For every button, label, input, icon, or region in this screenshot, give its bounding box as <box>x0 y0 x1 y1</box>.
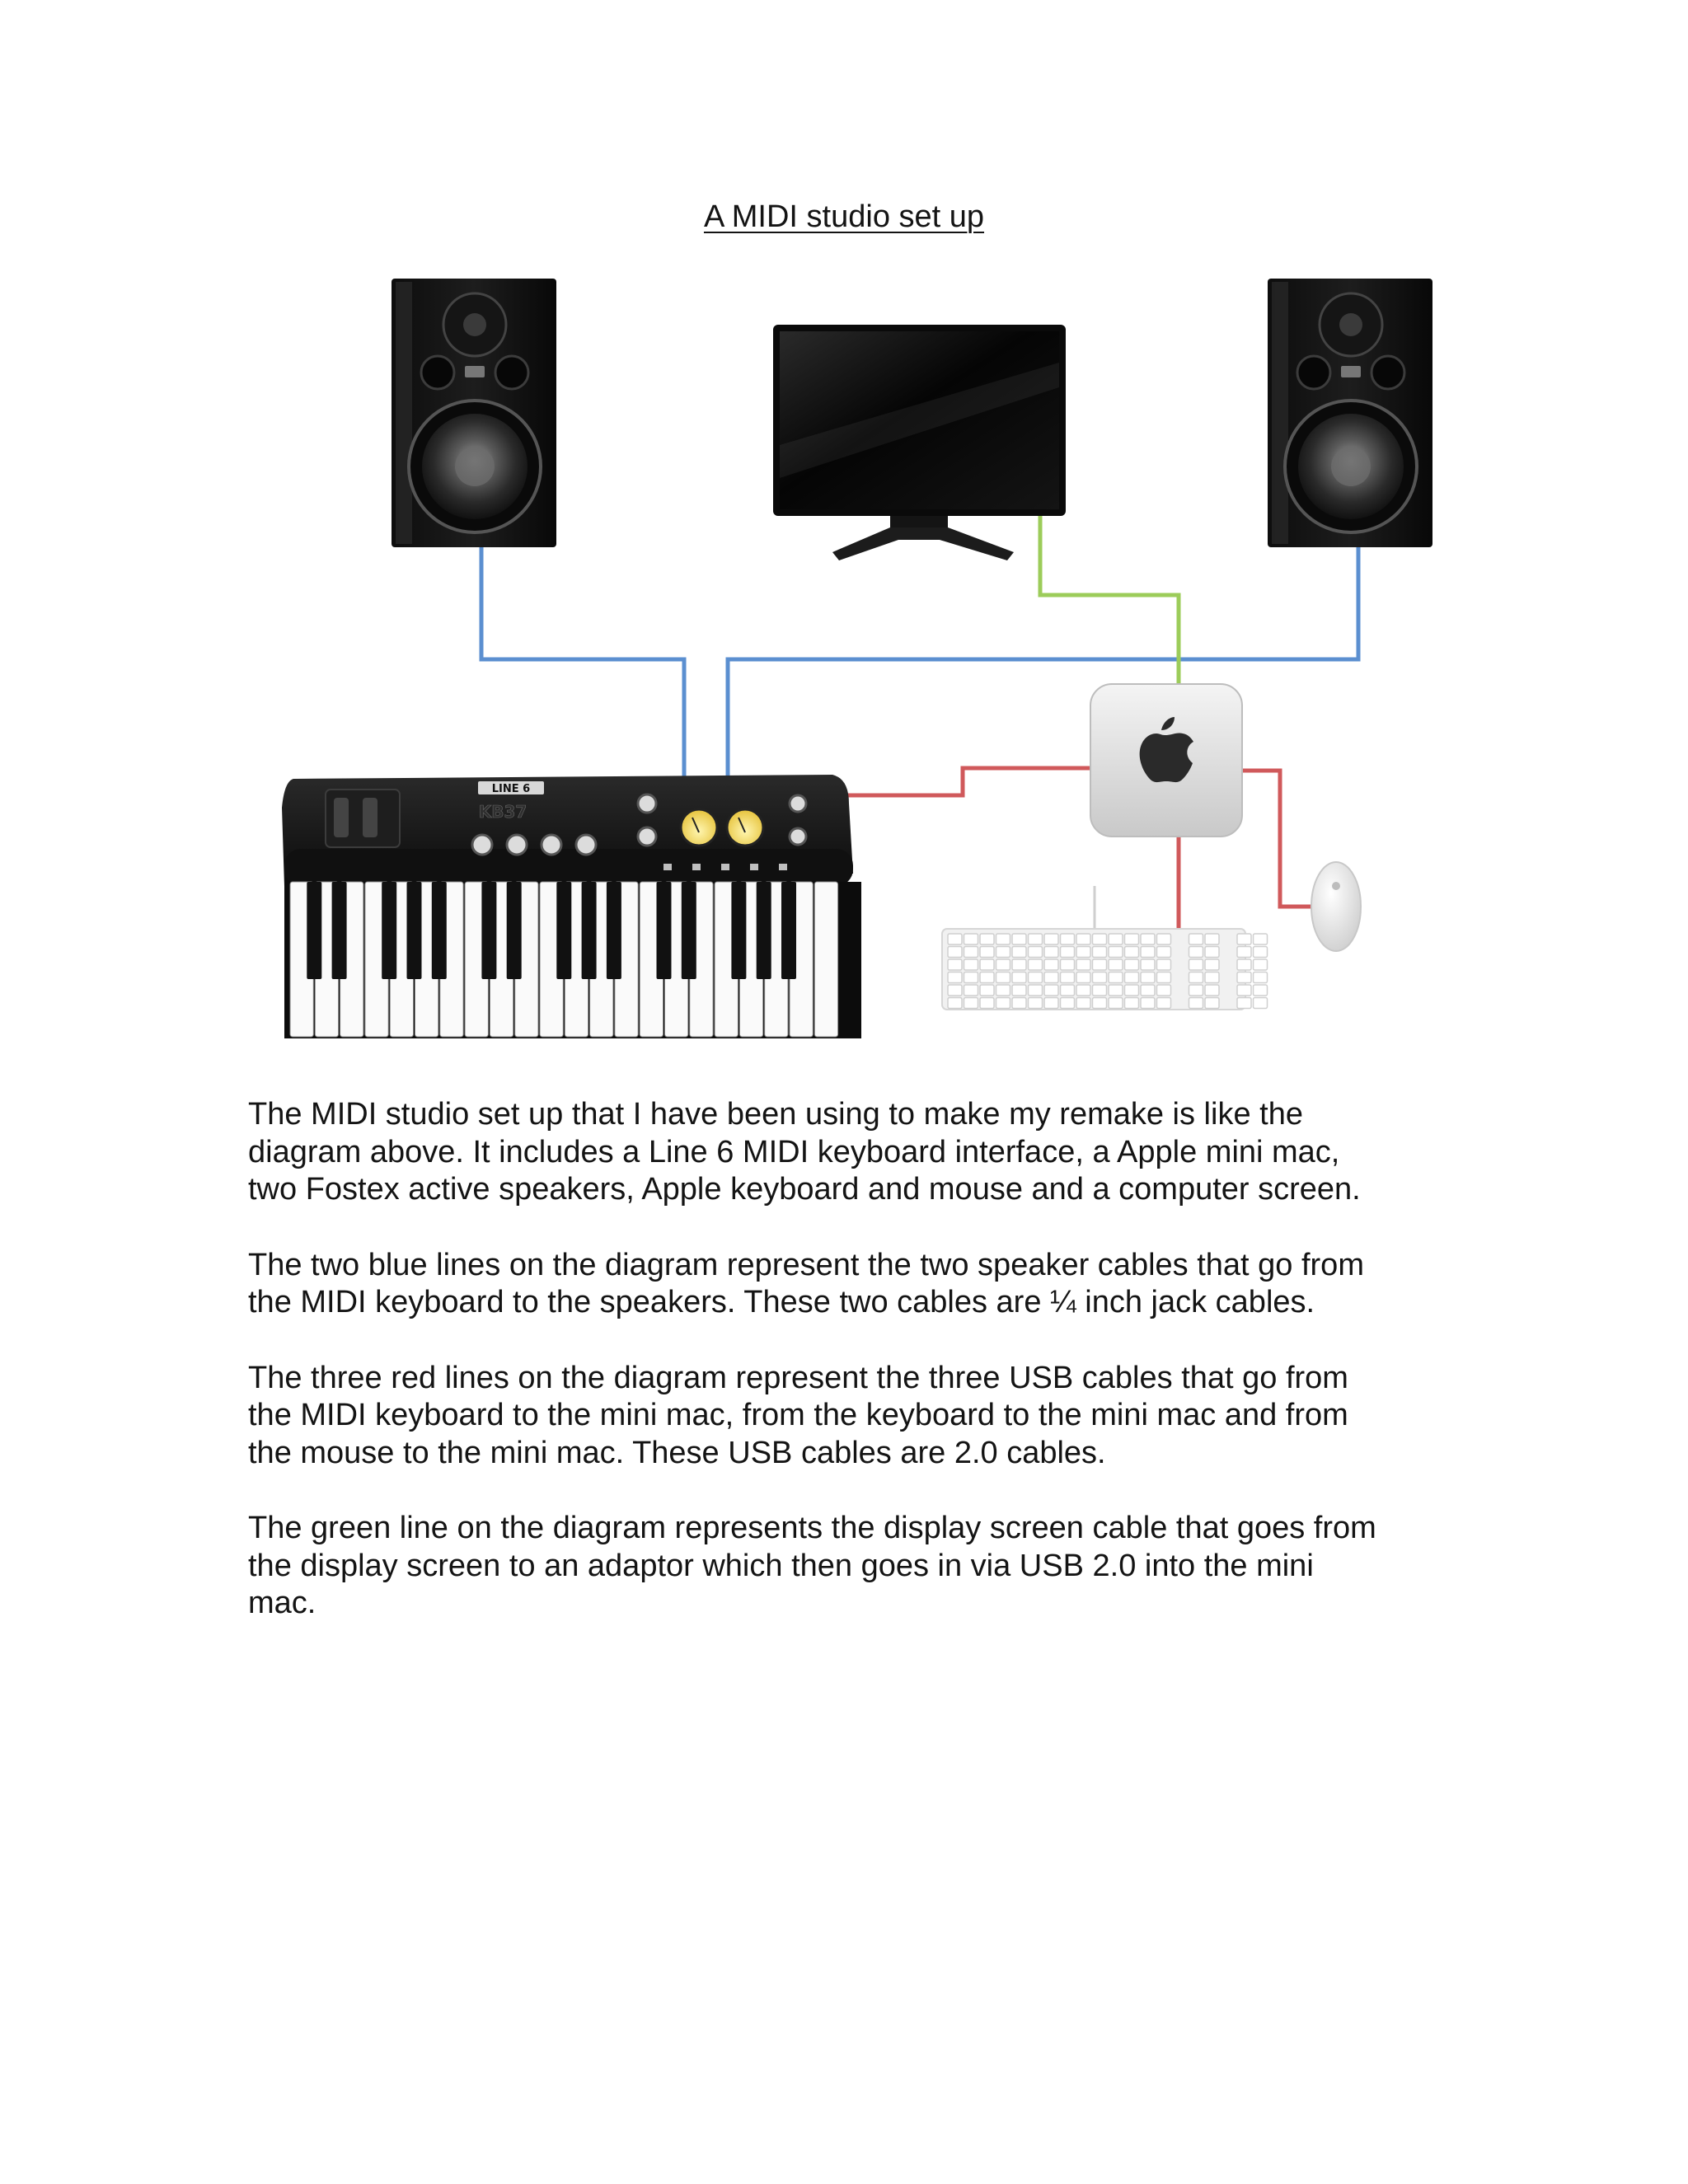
keyboard-key <box>1029 934 1043 944</box>
keyboard-key <box>1012 985 1026 996</box>
left-speaker-cable <box>481 546 684 779</box>
keyboard-key <box>948 959 962 970</box>
keyboard-key <box>996 985 1010 996</box>
keyboard-key <box>1189 947 1203 958</box>
piano-black-key <box>507 882 522 979</box>
piano-black-key <box>382 882 396 979</box>
keyboard-key <box>996 947 1010 958</box>
keyboard-key <box>1237 934 1251 944</box>
piano-black-key <box>307 882 321 979</box>
keyboard-key <box>1076 972 1090 983</box>
keyboard-key <box>1012 947 1026 958</box>
keyboard-key <box>964 972 978 983</box>
keyboard-key <box>996 972 1010 983</box>
keyboard-key <box>964 985 978 996</box>
keyboard-key <box>1012 972 1026 983</box>
keyboard-key <box>1237 985 1251 996</box>
apple-keyboard <box>942 886 1268 1010</box>
keyboard-key <box>1254 972 1268 983</box>
keyboard-key <box>1189 959 1203 970</box>
keyboard-key <box>1109 959 1123 970</box>
keyboard-key <box>964 998 978 1009</box>
keyboard-model-label: KB37 <box>478 802 528 822</box>
keyboard-key <box>980 934 994 944</box>
keyboard-key <box>1076 998 1090 1009</box>
keyboard-key <box>1109 998 1123 1009</box>
keyboard-brand-label: LINE 6 <box>491 783 531 795</box>
piano-black-key <box>332 882 347 979</box>
keyboard-key <box>980 959 994 970</box>
keyboard-key <box>1061 934 1075 944</box>
keyboard-key <box>980 947 994 958</box>
keyboard-key <box>996 959 1010 970</box>
keyboard-key <box>1125 972 1139 983</box>
paragraph-green-line: The green line on the diagram represents the display screen cable that goes from the display screen to an adaptor which then goes in via USB 2.0 into the mini mac. <box>248 1511 1376 1620</box>
keyboard-key <box>1237 972 1251 983</box>
piano-white-key <box>814 882 837 1037</box>
keyboard-key <box>1157 985 1171 996</box>
keyboard-key <box>1061 985 1075 996</box>
keyboard-key <box>1141 959 1155 970</box>
piano-black-key <box>481 882 496 979</box>
keyboard-key <box>1237 998 1251 1009</box>
keyboard-key <box>1254 947 1268 958</box>
paragraph-blue-lines: The two blue lines on the diagram represent the two speaker cables that go from the MIDI keyboard to the speakers. These two cables are ¼ inch jack cables. <box>248 1247 1364 1319</box>
keyboard-key <box>996 934 1010 944</box>
keyboard-key <box>1012 998 1026 1009</box>
right-speaker <box>1268 279 1432 547</box>
keyboard-key <box>1141 972 1155 983</box>
keyboard-key <box>1157 947 1171 958</box>
keyboard-key <box>1093 947 1107 958</box>
studio-setup-diagram <box>0 0 1688 1063</box>
keyboard-key <box>1029 959 1043 970</box>
piano-black-key <box>582 882 597 979</box>
keyboard-key <box>1205 972 1219 983</box>
keyboard-key <box>1109 947 1123 958</box>
piano-black-key <box>556 882 571 979</box>
keyboard-key <box>964 959 978 970</box>
apple-mouse <box>1311 862 1361 951</box>
keyboard-key <box>980 985 994 996</box>
piano-black-key <box>432 882 447 979</box>
usb-cables <box>834 768 1317 931</box>
page-title: A MIDI studio set up <box>703 199 985 234</box>
keyboard-key <box>996 998 1010 1009</box>
keyboard-key <box>1044 959 1058 970</box>
keyboard-key <box>1237 947 1251 958</box>
left-speaker <box>392 279 556 547</box>
keyboard-key <box>1141 998 1155 1009</box>
keyboard-key <box>1044 972 1058 983</box>
piano-black-key <box>657 882 672 979</box>
keyboard-key <box>948 985 962 996</box>
keyboard-key <box>948 947 962 958</box>
keyboard-key <box>1157 934 1171 944</box>
keyboard-usb-cable <box>834 768 1092 795</box>
keyboard-key <box>1093 998 1107 1009</box>
keyboard-key <box>1189 972 1203 983</box>
keyboard-key <box>1029 985 1043 996</box>
piano-black-key <box>731 882 746 979</box>
keyboard-key <box>1109 934 1123 944</box>
keyboard-key <box>1141 934 1155 944</box>
keyboard-key <box>1205 959 1219 970</box>
midi-keyboard <box>282 775 861 1038</box>
keyboard-key <box>1044 998 1058 1009</box>
keyboard-key <box>1061 998 1075 1009</box>
keyboard-key <box>1125 998 1139 1009</box>
keyboard-key <box>1044 985 1058 996</box>
keyboard-key <box>1109 985 1123 996</box>
computer-screen <box>773 325 1066 560</box>
keyboard-key <box>1061 947 1075 958</box>
piano-black-key <box>781 882 796 979</box>
keyboard-key <box>948 972 962 983</box>
keyboard-key <box>980 972 994 983</box>
keyboard-key <box>964 934 978 944</box>
keyboard-key <box>1012 934 1026 944</box>
keyboard-key <box>1125 959 1139 970</box>
keyboard-key <box>1109 972 1123 983</box>
keyboard-key <box>948 998 962 1009</box>
keyboard-key <box>1012 959 1026 970</box>
keyboard-key <box>1157 972 1171 983</box>
keyboard-key <box>1029 947 1043 958</box>
keyboard-key <box>1157 998 1171 1009</box>
keyboard-key <box>980 998 994 1009</box>
keyboard-key <box>1093 959 1107 970</box>
piano-black-key <box>607 882 621 979</box>
keyboard-key <box>1076 934 1090 944</box>
keyboard-key <box>1061 959 1075 970</box>
keyboard-key <box>1254 985 1268 996</box>
keyboard-key <box>1093 972 1107 983</box>
keyboard-key <box>1141 985 1155 996</box>
keyboard-key <box>1125 985 1139 996</box>
keyboard-key <box>1189 998 1203 1009</box>
mouse-usb-cable <box>1240 771 1317 907</box>
keyboard-key <box>1237 959 1251 970</box>
keyboard-key <box>1093 934 1107 944</box>
keyboard-key <box>1044 934 1058 944</box>
keyboard-key <box>1157 959 1171 970</box>
keyboard-key <box>1189 934 1203 944</box>
piano-black-key <box>682 882 696 979</box>
keyboard-key <box>1205 934 1219 944</box>
keyboard-key <box>1076 947 1090 958</box>
keyboard-key <box>1061 972 1075 983</box>
keyboard-key <box>1076 959 1090 970</box>
keyboard-key <box>1141 947 1155 958</box>
keyboard-key <box>1254 998 1268 1009</box>
keyboard-key <box>1205 947 1219 958</box>
keyboard-key <box>1029 998 1043 1009</box>
keyboard-key <box>1044 947 1058 958</box>
keyboard-key <box>1205 998 1219 1009</box>
keyboard-key <box>1029 972 1043 983</box>
keyboard-key <box>1254 959 1268 970</box>
keyboard-key <box>1125 934 1139 944</box>
right-speaker-cable <box>728 546 1358 779</box>
keyboard-key <box>948 934 962 944</box>
keyboard-key <box>1189 985 1203 996</box>
keyboard-key <box>1125 947 1139 958</box>
keyboard-key <box>1076 985 1090 996</box>
keyboard-key <box>1254 934 1268 944</box>
mac-mini <box>1090 684 1242 837</box>
paragraph-red-lines: The three red lines on the diagram represent the three USB cables that go from the MIDI keyboard to the mini mac, from the keyboard to the mini mac and from the mouse to the mini mac. These USB cables are 2.0 cables. <box>248 1360 1348 1470</box>
keyboard-key <box>964 947 978 958</box>
keyboard-key <box>1093 985 1107 996</box>
keyboard-key <box>1205 985 1219 996</box>
piano-black-key <box>407 882 422 979</box>
piano-black-key <box>757 882 771 979</box>
body-text <box>248 1096 1484 1661</box>
paragraph-setup-overview: The MIDI studio set up that I have been using to make my remake is like the diagram above. It includes a Line 6 MIDI keyboard interface, a Apple mini mac, two Fostex active speakers, Apple keyboard and mouse and a computer screen. <box>248 1097 1361 1207</box>
